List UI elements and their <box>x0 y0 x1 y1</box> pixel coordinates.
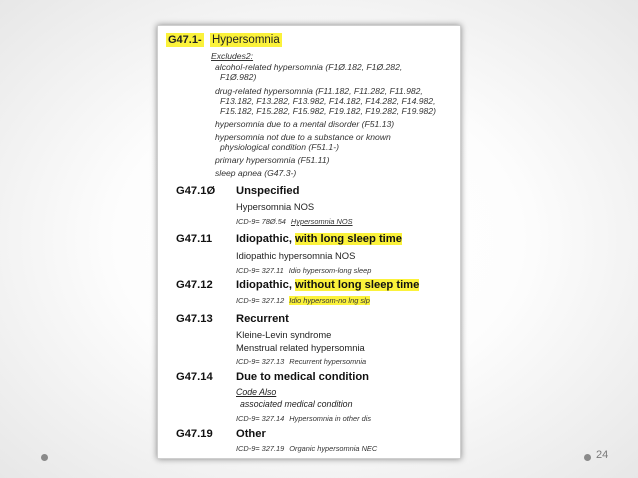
entry-code: G47.14 <box>176 371 213 383</box>
code-also-text: associated medical condition <box>240 399 353 409</box>
icd9-description: Recurrent hypersomnia <box>289 357 367 366</box>
icd9-code: ICD-9= 78Ø.54 <box>236 217 286 226</box>
entry-title-highlight: without long sleep time <box>295 279 420 291</box>
exclude-6: sleep apnea (G47.3-) <box>215 168 297 178</box>
entry-icd9 <box>236 357 366 366</box>
icd9-description: Hypersomnia NOS <box>290 217 353 226</box>
slide-bullet-left <box>41 454 48 461</box>
slide-number: 24 <box>596 449 609 461</box>
entry-icd9 <box>236 266 371 275</box>
entry-inclusion-term: Hypersomnia NOS <box>236 201 315 212</box>
excludes-label: Excludes2: <box>211 51 254 61</box>
entry-code: G47.12 <box>176 279 213 291</box>
code-also-label: Code Also <box>236 387 277 397</box>
entry-code: G47.11 <box>176 233 213 245</box>
entry-icd9 <box>236 444 377 453</box>
icd9-description: Hypersomnia in other dis <box>289 414 372 423</box>
exclude-2-line-1: drug-related hypersomnia (F11.182, F11.282, F11.982, <box>215 86 423 96</box>
icd9-code: ICD-9= 327.11 <box>236 266 284 275</box>
entry-title: Other <box>236 428 266 440</box>
icd9-code: ICD-9= 327.14 <box>236 414 285 423</box>
icd9-code: ICD-9= 327.13 <box>236 357 285 366</box>
entry-title <box>236 279 419 291</box>
entry-icd9 <box>236 296 370 305</box>
slide-bullet-right <box>584 454 591 461</box>
exclude-1-line-2: F1Ø.982) <box>220 72 257 82</box>
entry-icd9 <box>236 414 371 423</box>
exclude-4-line-2: physiological condition (F51.1-) <box>220 142 339 152</box>
entry-title: Unspecified <box>236 185 300 197</box>
entry-title-main: Idiopathic, <box>236 279 292 291</box>
entry-inclusion-term: Menstrual related hypersomnia <box>236 342 365 353</box>
entry-title: Recurrent <box>236 313 289 325</box>
entry-title-highlight: with long sleep time <box>295 233 402 245</box>
exclude-4-line-1: hypersomnia not due to a substance or known <box>215 132 391 142</box>
header-code: G47.1- <box>168 34 202 46</box>
icd9-code: ICD-9= 327.12 <box>236 296 285 305</box>
icd9-description: Organic hypersomnia NEC <box>289 444 378 453</box>
entry-icd9 <box>236 217 353 226</box>
header-title: Hypersomnia <box>212 34 280 46</box>
exclude-5: primary hypersomnia (F51.11) <box>215 155 330 165</box>
exclude-1-line-1: alcohol-related hypersomnia (F1Ø.182, F1Ø.282, <box>215 62 403 72</box>
icd9-description: Idio hypersom-long sleep <box>288 266 372 275</box>
entry-title-main: Idiopathic, <box>236 233 292 245</box>
entry-title <box>236 233 402 245</box>
entry-inclusion-term: Idiopathic hypersomnia NOS <box>236 250 356 261</box>
entry-code: G47.1Ø <box>176 185 216 197</box>
exclude-2-line-2: F13.182, F13.282, F13.982, F14.182, F14.282, F14.982, <box>220 96 436 106</box>
exclude-3: hypersomnia due to a mental disorder (F51.13) <box>215 119 395 129</box>
entry-code: G47.19 <box>176 428 213 440</box>
icd9-code: ICD-9= 327.19 <box>236 444 285 453</box>
entry-inclusion-term: Kleine-Levin syndrome <box>236 329 332 340</box>
icd9-description: Idio hypersom-no lng slp <box>289 296 370 305</box>
exclude-2-line-3: F15.182, F15.282, F15.982, F19.182, F19.282, F19.982) <box>220 106 436 116</box>
entry-code: G47.13 <box>176 313 213 325</box>
document-page <box>157 25 461 459</box>
entry-title: Due to medical condition <box>236 371 370 383</box>
